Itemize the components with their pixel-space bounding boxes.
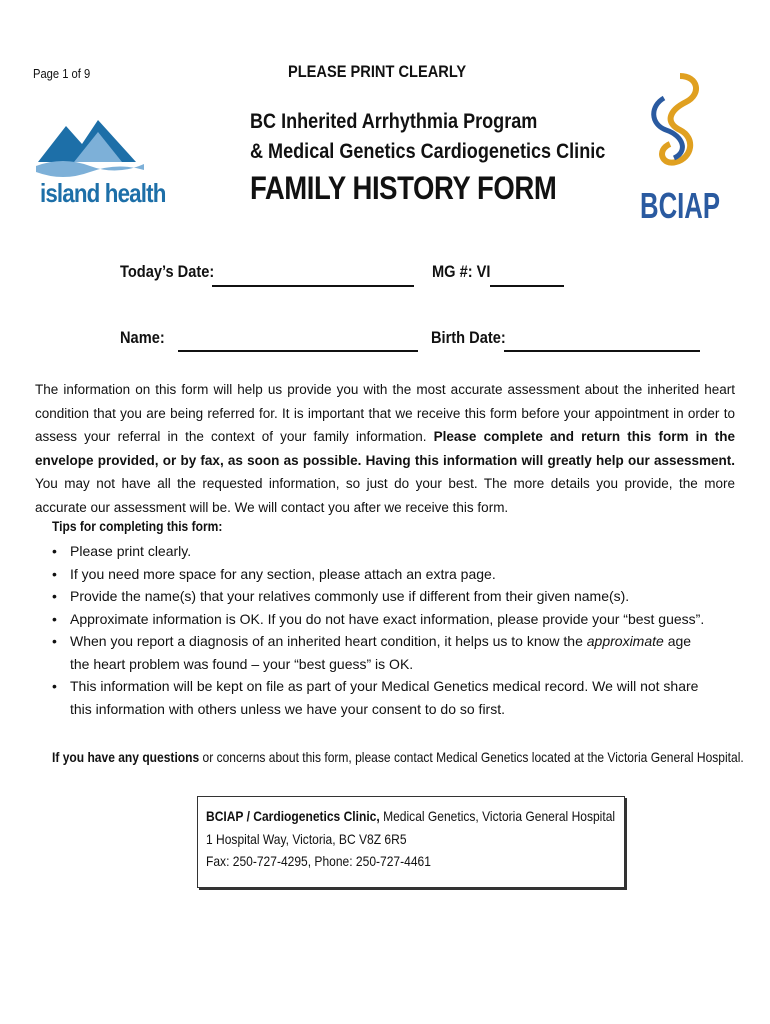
wave-shape (36, 161, 144, 177)
bullet-icon: • (52, 588, 57, 604)
bullet-icon: • (52, 543, 57, 559)
print-clearly-heading: PLEASE PRINT CLEARLY (288, 62, 467, 81)
intro-bold-text: Please complete and return this form in the envelope provided, or by fax, as soon as possible. Having this information will greatly help our assessment. (35, 429, 735, 468)
tips-title: Tips for completing this form: (52, 518, 223, 534)
tip-item: • Approximate information is OK. If you do not have exact information, please provide your “best guess”. (52, 608, 712, 631)
contact-phone: Fax: 250-727-4295, Phone: 250-727-4461 (206, 853, 431, 869)
intro-text-1: The information on this form will help us provide you with the most accurate assessment about the inherited heart condition that you are being referred for. It is important that we receive this form before your appointment in order to assess your referral in the context of your family information. (35, 382, 735, 444)
bullet-icon: • (52, 633, 57, 649)
contact-info (206, 805, 615, 873)
questions-bold: If you have any questions (52, 749, 200, 765)
date-label: Today’s Date: (120, 262, 215, 281)
name-label: Name: (120, 328, 165, 347)
questions-text: or concerns about this form, please contact Medical Genetics located at the Victoria General Hospital. (199, 749, 744, 765)
bullet-icon: • (52, 610, 57, 627)
tip-item: • Please print clearly. (52, 540, 712, 563)
tip-item: • This information will be kept on file as part of your Medical Genetics medical record. We will not share this information with others unless we have your consent to do so first. (52, 675, 712, 720)
date-input-line[interactable] (212, 285, 414, 287)
intro-text-2: You may not have all the requested information, so just do your best. The more details you provide, the more accurate our assessment will be. We will contact you after we receive this form. (35, 476, 735, 515)
name-input-line[interactable] (178, 350, 418, 352)
tip-item: • When you report a diagnosis of an inherited heart condition, it helps us to know the approximate age the heart problem was found – your “best guess” is OK. (52, 630, 712, 675)
contact-address: 1 Hospital Way, Victoria, BC V8Z 6R5 (206, 830, 407, 847)
questions-line (52, 749, 744, 765)
birth-date-label: Birth Date: (431, 328, 506, 347)
page-number: Page 1 of 9 (33, 66, 91, 81)
intro-paragraph (35, 378, 735, 519)
bciap-logo (640, 72, 720, 226)
program-title: BC Inherited Arrhythmia Program (250, 110, 538, 133)
bullet-icon: • (52, 678, 57, 694)
birth-date-input-line[interactable] (504, 350, 700, 352)
island-health-wordmark: island health (40, 178, 166, 208)
mg-number-input-line[interactable] (490, 285, 564, 287)
tip-item: • Provide the name(s) that your relatives commonly use if different from their given name(s). (52, 585, 712, 608)
clinic-title: & Medical Genetics Cardiogenetics Clinic (250, 140, 606, 163)
helix-gold (662, 76, 696, 163)
bullet-icon: • (52, 565, 57, 582)
tip-item: • If you need more space for any section, please attach an extra page. (52, 563, 712, 586)
tips-list (52, 540, 712, 720)
form-title: FAMILY HISTORY FORM (250, 170, 557, 206)
bciap-wordmark: BCIAP (640, 185, 720, 226)
contact-clinic: BCIAP / Cardiogenetics Clinic, Medical Genetics, Victoria General Hospital (206, 808, 616, 824)
mg-number-label: MG #: VI (432, 262, 491, 281)
